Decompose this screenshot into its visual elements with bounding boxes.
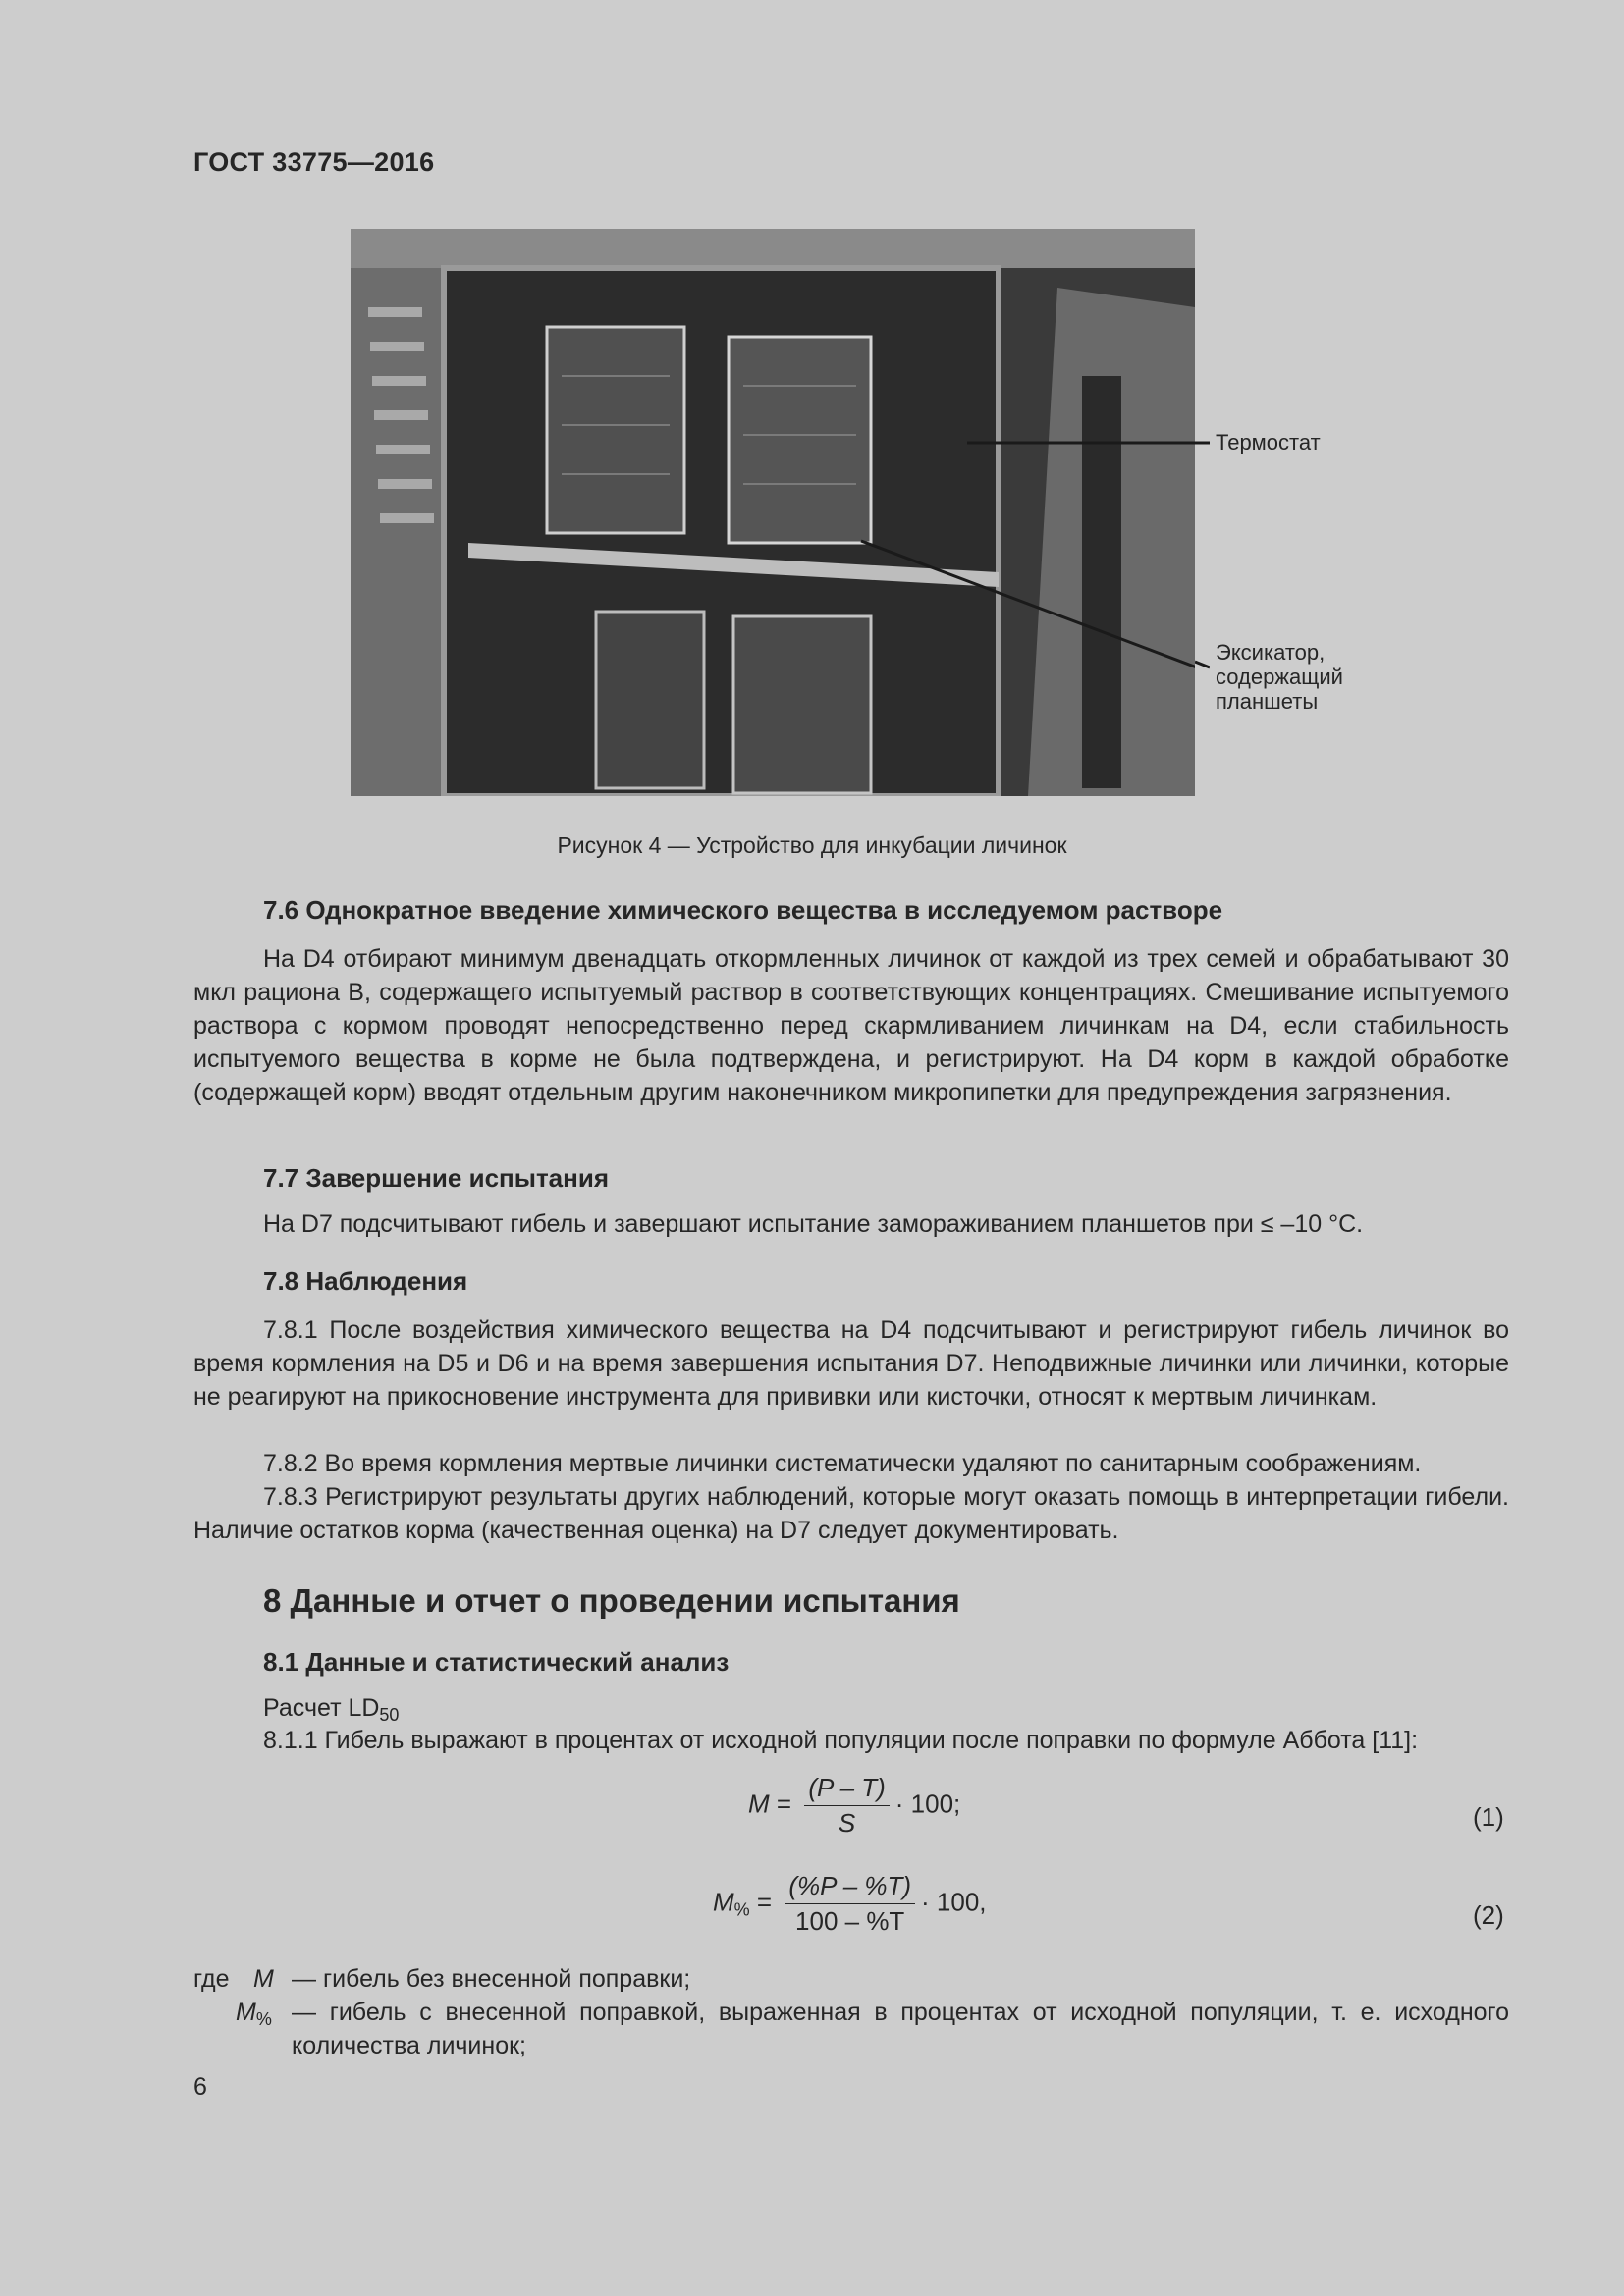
section-8-1-1-text: 8.1.1 Гибель выражают в процентах от исходной популяции после поправки по формуле Аббота [11]:: [263, 1727, 1419, 1754]
desiccator-lower-left: [596, 612, 704, 788]
callout-thermostat: Термостат: [1216, 430, 1321, 454]
equation-1-number: (1): [1473, 1802, 1504, 1832]
incubator-photo: [351, 229, 1195, 796]
equation-2-number: (2): [1473, 1900, 1504, 1930]
section-7-6-title: 7.6 Однократное введение химического вещества в исследуемом растворе: [263, 895, 1223, 925]
definition-1-text: — гибель без внесенной поправки;: [292, 1965, 691, 1993]
definition-2-text: — гибель с внесенной поправкой, выраженная в процентах от исходной популяции, т. е. исходного количества личинок;: [292, 1999, 1509, 2059]
definition-1-symbol: M: [253, 1965, 274, 1993]
door-seal: [1082, 376, 1121, 788]
incubator-chamber: [444, 268, 999, 796]
section-7-7-title: 7.7 Завершение испытания: [263, 1163, 610, 1193]
section-7-8-title: 7.8 Наблюдения: [263, 1266, 468, 1296]
section-7-6-text: На D4 отбирают минимум двенадцать откормленных личинок от каждой из трех семей и обрабатывают 30 мкл рациона В, содержащего испытуемый раствор в соответствующих концентрациях. Смешивание испытуемого раствора с кормом проводят непосредственно перед скармливанием личинкам на D4, если стабильность испытуемого вещества в корме не была подтверждена, и регистрируют. На D4 корм в каждой обработке (содержащей корм) вводят отдельным другим наконечником микропипетки для предупреждения загрязнения.: [193, 945, 1509, 1106]
section-7-8-2-text: 7.8.2 Во время кормления мертвые личинки систематически удаляют по санитарным соображениям.: [263, 1450, 1422, 1477]
document-id: ГОСТ 33775—2016: [193, 147, 435, 177]
definition-2-symbol: $M_{\%}$: [236, 1999, 272, 2029]
calc-ld50-label: Расчет $LD_{50}$: [263, 1694, 400, 1725]
section-7-8-1-text: 7.8.1 После воздействия химического вещества на D4 подсчитывают и регистрируют гибель личинок во время кормления на D5 и D6 и на время завершения испытания D7. Неподвижные личинки или личинки, которые не реагируют на прикосновение инструмента для прививки или кисточки, относят к мертвым личинкам.: [193, 1316, 1509, 1411]
callout-desiccator: Эксикатор, содержащий планшеты: [1216, 640, 1343, 714]
callout-leaders: [1195, 432, 1210, 677]
section-7-7-text: На D7 подсчитывают гибель и завершают испытание замораживанием планшетов при ≤ –10 °С.: [263, 1210, 1364, 1238]
section-8-1-title: 8.1 Данные и статистический анализ: [263, 1647, 730, 1677]
section-7-8-3-text: 7.8.3 Регистрируют результаты других наблюдений, которые могут оказать помощь в интерпретации гибели. Наличие остатков корма (качественная оценка) на D7 следует документировать.: [193, 1483, 1509, 1544]
equation-1: M = $\frac{(P - T)}{S}$ · 100;: [748, 1773, 961, 1838]
desiccator-upper-right: [729, 337, 871, 543]
definitions-where: где: [193, 1965, 230, 1993]
desiccator-upper-left: [547, 327, 684, 533]
equation-2: $M_{\%}$ = $\frac{(\%P - \%T)}{100 - \%T}$ · 100,: [713, 1871, 987, 1936]
section-8-title: 8 Данные и отчет о проведении испытания: [263, 1582, 960, 1619]
desiccator-lower-right: [733, 616, 871, 793]
figure-caption: Рисунок 4 — Устройство для инкубации личинок: [557, 832, 1067, 858]
page-number: 6: [193, 2073, 207, 2101]
